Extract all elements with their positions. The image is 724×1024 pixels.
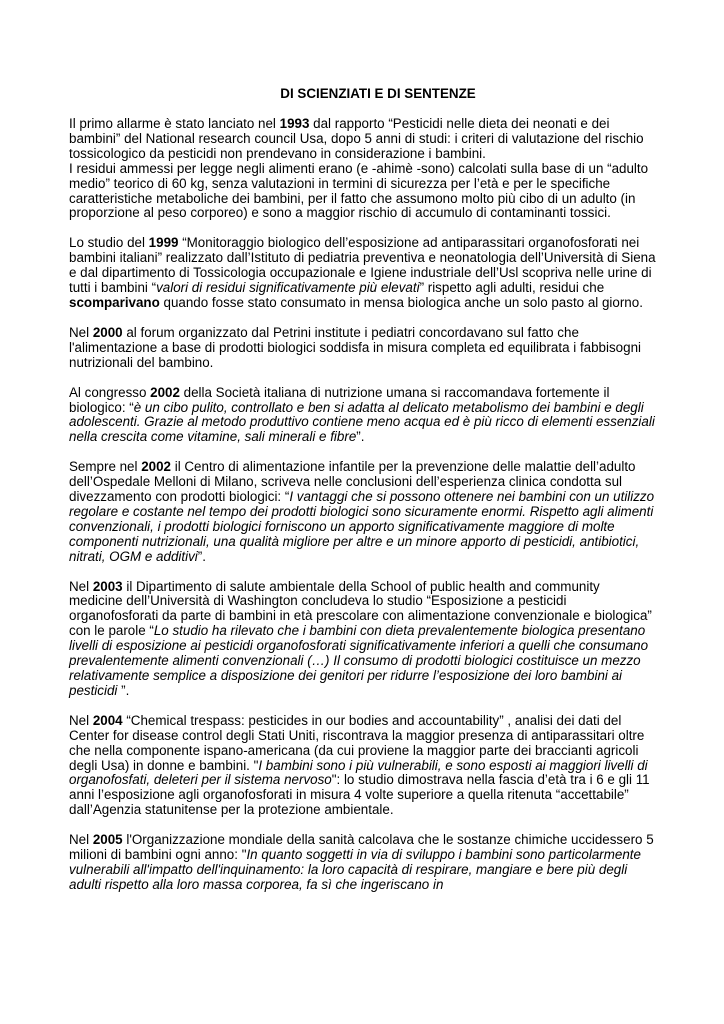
text-run: Il primo allarme è stato lanciato nel [69,116,280,131]
paragraph [69,460,657,564]
bold-text: 2002 [141,459,171,475]
bold-text: 2005 [92,832,123,848]
bold-text: 2000 [92,324,123,340]
paragraph [69,326,657,371]
italic-text: valori di residui significativamente più elevati [156,280,420,296]
text-run: il Centro di alimentazione infantile per la prevenzione delle malattie dell’adulto dell’Ospedale Melloni di Milano, scriveva nelle conclusioni dell’esperienza clinica condotta sul divezzamento con prodotti biologici: “ [69,459,636,505]
italic-text: I bambini sono i più vulnerabili, e sono esposti ai maggiori livelli di organofosfati, deleteri per il sistema nervoso [69,757,648,788]
italic-text: è un cibo pulito, controllato e ben si adatta al delicato metabolismo dei bambini e degli adolescenti. Grazie al metodo produttivo contiene meno acqua ed è più ricco di elementi essenziali nella crescita come vitamine, sali minerali e fibre [69,399,655,445]
paragraph [69,580,657,699]
bold-text: 2003 [92,578,123,594]
text-run: quando fosse stato consumato in mensa biologica anche un solo pasto al giorno. [159,294,643,310]
text-run: al forum organizzato dal Petrini institute i pediatri concordavano sul fatto che l'alimentazione a base di prodotti biologici soddisfa in misura completa ed equilibrata i fabbisogni nutrizionali del bambino. [69,324,641,370]
bold-text: 2002 [150,384,180,400]
document-body [69,86,657,908]
paragraph [69,386,657,446]
text-run: Nel [69,832,93,848]
italic-text: In quanto soggetti in via di sviluppo i bambini sono particolarmente vulnerabili all'impatto dell'inquinamento: la loro capacità di respirare, mangiare e bere più degli adulti rispetto alla loro massa corporea, fa sì che ingeriscano in [69,847,641,892]
text-run: “Monitoraggio biologico dell’esposizione ad antiparassitari organofosforati nei bambini italiani” realizzato dall’Istituto di pediatria preventiva e neonatologia dell’Università di Siena e dal dipartimento di Tossicologia occupazionale e Igiene industriale dell’Usl scopriva nelle urine di tutti i bambini “ [69,235,656,296]
paragraph [69,833,657,893]
text-run: ”. [356,429,365,445]
paragraph [69,117,657,221]
text-run: Nel [69,324,93,340]
text-run: della Società italiana di nutrizione umana si raccomandava fortemente il biologico: “ [69,384,610,415]
text-run: Lo studio del [69,235,149,251]
italic-text: I vantaggi che si possono ottenere nei bambini con un utilizzo regolare e costante nel tempo dei prodotti biologici sono sicuramente enormi. Rispetto agli alimenti convenzionali, i prodotti biologici forniscono un apporto significativamente maggiore di molte componenti nutrizionali, una qualità migliore per altre e un minore apporto di pesticidi, antibiotici, nitrati, OGM e additivi [69,489,655,564]
text-run: l'Organizzazione mondiale della sanità calcolava che le sostanze chimiche uccidessero 5 milioni di bambini ogni anno: " [69,832,654,863]
text-run: dal rapporto “Pesticidi nelle dieta dei neonati e dei bambini” del National research council Usa, dopo 5 anni di studi: i criteri di valutazione del rischio tossicologico da pesticidi non prendevano in considerazione i bambini. [69,116,644,161]
paragraph [69,236,657,311]
text-run: I residui ammessi per legge negli alimenti erano (e -ahimè -sono) calcolati sulla base di un “adulto medio” teorico di 60 kg, senza valutazioni in termini di sicurezza per l’età e per le specifiche caratteristiche metaboliche dei bambini, per il fatto che assumono molto più cibo di un adulto (in proporzione al peso corporeo) e sono a maggior rischio di accumulo di contaminanti tossici. [69,160,649,221]
paragraph [69,714,657,818]
text-run: ”. [121,682,130,698]
text-run: il Dipartimento di salute ambientale della School of public health and community medicine dell’Università di Washington concludeva lo studio “Esposizione a pesticidi organofosforati da parte di bambini in età prescolare con alimentazione convenzionale e biologica” con le parole “ [69,578,652,639]
text-run: Nel [69,712,93,728]
text-run: Nel [69,578,93,594]
text-run: ": lo studio dimostrava nella fascia d’età tra i 6 e gli 11 anni l’esposizione agli organofosforati in misura 4 volte superiore a quella ritenuta “accettabile” dall’Agenzia statunitense per la protezione ambientale. [69,772,650,818]
document-paragraphs [69,117,657,893]
italic-text: Lo studio ha rilevato che i bambini con dieta prevalentemente biologica presentano livelli di esposizione ai pesticidi organofosforati significativamente inferiori a quelli che consumano prevalentemente alimenti convenzionali (…) Il consumo di prodotti biologici costituisce un mezzo relativamente semplice a disposizione dei genitori per ridurre l’esposizione dei loro bambini ai pesticidi [69,623,649,698]
bold-text: 1993 [279,116,310,131]
document-title: DI SCIENZIATI E DI SENTENZE [280,86,476,101]
text-run: “Chemical trespass: pesticides in our bodies and accountability” , analisi dei dati del Center for disease control degli Stati Uniti, riscontrava la maggior presenza di antiparassitari oltre che nella componente ispano-americana (da cui proviene la maggior parte dei braccianti agricoli degli Usa) in donne e bambini. " [69,712,645,773]
text-run: ”. [197,548,206,564]
bold-text: 1999 [148,235,179,251]
text-run: Sempre nel [69,459,142,475]
bold-text: 2004 [92,712,123,728]
bold-text: scomparivano [69,294,160,310]
text-run: Al congresso [69,384,151,400]
text-run: ” rispetto agli adulti, residui che [419,280,605,296]
